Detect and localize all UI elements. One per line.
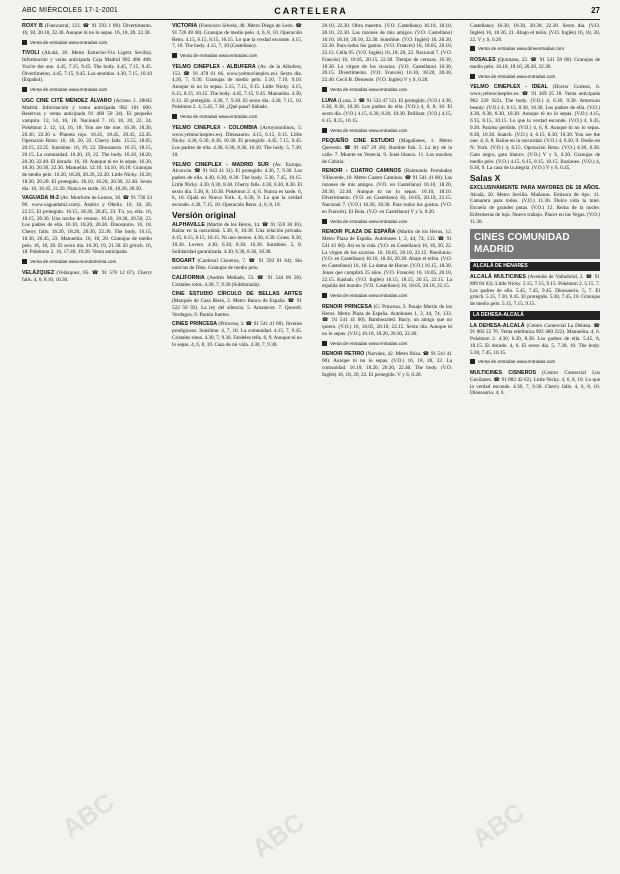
cinema-name: YELMO CINEPLEX - MADRID SUR bbox=[172, 161, 269, 168]
cinema-listing bbox=[322, 304, 452, 338]
cinema-schedule: (Av. Europa. Alcorcón. ☎ 91 643 41 31). El protegido. 4.30, 7, 9.30. Los padres de ella. 4.30, 6.30, 8.30. The body. 5.30, 7.45, 10.15. Little Nicky. 4.30, 6.30, 8.30. Cherry falls. 4.30, 6.30, 8.30. El sexto día. 5.30, 8, 10.30. Pokémon 2. 4, 6. Nunca es tarde. 6, 8, 10. Ojalá en Nueva York. 4, 6.30, 9. Lo que la verdad esconde. 4.30, 7.15, 10. Operación Reno. 4, 6, 8, 10. bbox=[172, 161, 303, 208]
ticket-sales-note bbox=[322, 87, 452, 94]
cinema-listing bbox=[172, 222, 302, 256]
cinema-listing bbox=[470, 57, 600, 71]
ticket-sales-note bbox=[22, 87, 152, 94]
cinema-name: TIVOLI bbox=[22, 50, 40, 57]
column-3 bbox=[322, 23, 452, 381]
ticket-sales-text: Venta de entradas www.entradas.com bbox=[478, 359, 556, 365]
cinema-schedule: (Magallanes, 1. Metro Quevedo. ☎ 91 447 29 20). Rumble fish. 5. La ley de la calle. 7. Muerte en Venecia. 9. Josei blanco. 11. Los muchos de Cabiria. bbox=[322, 138, 452, 165]
ticket-icon bbox=[22, 40, 27, 45]
cinema-name: RENOIR PRINCESA bbox=[322, 303, 372, 310]
ticket-sales-text: Venta de entradas www.entradas.com bbox=[180, 53, 258, 58]
cinema-listing bbox=[322, 23, 452, 84]
cinema-listing bbox=[470, 323, 600, 357]
ticket-sales-text: Venta de entradas www.mundotreinta.com bbox=[30, 259, 117, 264]
cinema-schedule: Alcalá, 20. Metro Sevilla. Mañanas. Emisora de tipo. 11. Camarera para todos. (V.O.) 11.30. Dulce vida la miel. Escuela de grandes putas. (V.O.) 12. Reina de la noche. Enfermeras de lujo. Nuevo trabajo. Placer en las Vegas. (V.O.) 11.30. bbox=[470, 191, 600, 225]
ticket-icon bbox=[322, 293, 327, 298]
cinema-listing bbox=[322, 168, 452, 215]
ticket-sales-note bbox=[22, 259, 152, 266]
cinema-schedule: (Marqués de Casa Riera, 2. Metro Banco de España. ☎ 91 522 50 92). La ley del silencio. 5. Amanecer. 7. Quorell. Verdugos. 9. Pastón fuertes. bbox=[172, 298, 302, 318]
ticket-sales-note bbox=[322, 219, 452, 226]
town-band: ALCALÁ DE HENARES bbox=[470, 262, 600, 271]
ticket-sales-note bbox=[322, 341, 452, 348]
cinema-schedule: (Avenida de Valladolid, 2. ☎ 91 889 84 63). Little Nicky. 5.15, 7.15, 9.15. Pokémon 2. 5.15, 7. Los padres de ella. 5.45, 7.45, 9.45. Dinosaurio. 5, 7. El grinch. 5.15, 7.30, 9.45. El protegido. 5.30, 7.45, 10. Granujas de medio pelo. 5.15, 7.15, 9.15. bbox=[470, 274, 600, 307]
cinema-schedule: Castellano) 16.30, 18.30, 20.30, 22.30. Sexto día. (V.O. Inglés) 16, 18.30, 21. Abajo el telón. (V.O. Inglés) 16, 18, 20, 22. V y S, 0.20. bbox=[470, 23, 600, 43]
cinema-listing bbox=[172, 291, 302, 318]
page-number: 27 bbox=[591, 6, 600, 15]
ticket-sales-text: Venta de entradas www.entradas.com bbox=[30, 39, 108, 45]
ticket-sales-note bbox=[470, 359, 600, 366]
ticket-sales-note bbox=[172, 114, 302, 121]
cinema-name: VELÁZQUEZ bbox=[22, 269, 55, 276]
cinema-name: UGC CINE CITÉ MÉNDEZ ÁLVARO bbox=[22, 97, 112, 104]
cinema-schedule: (Velázquez, 85. ☎ 91 576 12 67). Cherry falls. 4, 6, 8.10, 10.30. bbox=[22, 269, 153, 283]
ticket-sales-text: Venta de entradas www.entradas.com bbox=[330, 293, 408, 298]
ticket-icon bbox=[322, 219, 327, 224]
cinema-listing bbox=[470, 370, 600, 397]
ticket-icon bbox=[470, 74, 475, 79]
cinema-schedule: (Arroyomolinos, 5. www.yelmocineplex.es). Dinosaurio. 4.15, 6.15, 8.15. Little Nicky. 4.30, 6.30, 8.30, 10.30. El protegido. 4.45, 7.15, 9.45. Los padres de ella. 4.30, 6.30, 8.30, 10.30. The body. 5, 7.30, 10. bbox=[172, 124, 302, 158]
cinema-name: CALIFORNIA bbox=[172, 274, 205, 281]
cinema-schedule: (Centro Comercial Los Gavilanes. ☎ 91 882 42 62). Little Nicky. 4, 6, 8, 10. Lo que la verdad esconde. 4.30, 7, 9.30. Cherry falls. 4, 6, 8, 10. Dinosaurio. 4, 6. bbox=[470, 370, 600, 397]
cinema-schedule: (Acceso 2. 28045 Madrid. Información y venta anticipada 902 101 000. Reservas y venta anticipada 91 460 50 34). El pequeño vampiro. 12, 14, 16, 18. Nacional 7. 16, 18, 20, 22, 24. Pokémon 2. 12, 14, 16, 18. You are the one. 16.30, 18.30, 20.30, 22.30 s. Planeta rojo. 16.45, 18.45, 20.45, 22.45. Operación Reno. 16, 18, 20, 22. Cherry falls. 15.55, 18.05, 20.15, 22.25. Sunshine. 16, 19, 22. Dinosaurio. 16.15, 18.15, 20.15. La comunidad. 16.30, 19, 22. The body. 16.10, 18.20, 20.30, 22.40. El dorado. 16, 18. Aunque tú no lo sepas. 16.30, 18.30, 20.30, 22.30. Manuelita. 12.10, 14.10, 16.10. Granujas de medio pelo. 16.20, 18.20, 20.20, 22.20. Little Nicky. 16.20, 18.20, 20.20. El protegido. 16.10, 18.20, 20.30, 22.40. Sexto día. 16, 18.45, 21.20. Nunca es tarde. 16.10, 18.20, 20.30. bbox=[22, 97, 153, 192]
cinema-listing bbox=[172, 258, 302, 272]
cinema-schedule: (Alcalá, 20. Metro Estrecho-Vía Ligera Sevilla). Información y venta anticipada Caja Madrid 902 488 488. You're the one. 4.45, 7.15, 9.45. The body. 4.45, 7.15, 9.45. Divertimento. 4.45, 7.15, 9.45. Los sentidos. 4.30, 7.15, 10.10 (Español). bbox=[22, 50, 153, 84]
ticket-sales-note bbox=[22, 40, 152, 47]
cinema-name: CINE ESTUDIO CÍRCULO DE BELLAS ARTES bbox=[172, 291, 302, 298]
cinema-listing bbox=[22, 98, 152, 193]
ticket-icon bbox=[172, 114, 177, 119]
cinema-schedule: (Quintana, 22. ☎ 91 541 58 00). Granujas de medio pelo. 16.10, 18.10, 20.20, 22.30. bbox=[470, 57, 600, 70]
cinema-listing bbox=[322, 138, 452, 165]
ticket-sales-text: Venta de entradas www.dineentradas.com bbox=[478, 46, 565, 52]
cinema-listing bbox=[470, 84, 600, 172]
cinema-name: VAGUADA M-2 bbox=[22, 195, 59, 202]
ticket-sales-text: Venta de entradas www.entradas.com bbox=[180, 114, 258, 119]
cinema-schedule: (Av. Monforte de Lemos, 36. ☎ 91 730 33 06. www.vaguadam2.com). Astérix y Obelix. 16, 18, 20, 22.15. El protegido. 16.15, 18.30, 20.45, 23. Tú, yo, ella. 16, 18.15, 20.30. Una noche de verano. 16.10, 18.30, 20.50, 23. Los padres de ella. 16.10, 18.20, 20.30. Dinosaurio. 16, 18. Cherry falls. 16.20, 18.20, 20.30, 22.30. The body. 16.15, 18.30, 20.45, 23. Manuelita. 16, 18, 20. Granujas de medio pelo. 16, 18, 20. El sexto día. 16.30, 19, 21.30. El grinch. 16, 18. Pokémon 2. 16, 17.40, 19.20. Venta anticipada. bbox=[22, 195, 152, 256]
ticket-sales-text: Venta de entradas www.entradas.com bbox=[330, 340, 408, 346]
watermark: ABC bbox=[56, 786, 120, 844]
cinema-name: CINES PRINCESA bbox=[172, 321, 218, 328]
cinema-listing bbox=[470, 23, 600, 43]
cinema-listing bbox=[172, 162, 302, 209]
cinema-schedule: (Raimundo Fernández Villaverde, 10. Metro Cuatro Caminos. ☎ 91 541 41 00). Las razones de mis amigos. (V.O. en Castellano) 16.10, 18.20, 20.30, 22.40. Aunque tú no lo sepas. 16.10, 18.10. Divertimento. (V.O. en Castellano) 16, 18.05, 20.10, 22.15. Nacional 7. (V.O.) 16.30, 18.30. Para todos los gustos. (V.O. en Francés). El Bola. (V.O. en Castellano) V y S, 0.20. bbox=[322, 168, 452, 215]
cinema-name: RENOIR PLAZA DE ESPAÑA bbox=[322, 229, 396, 236]
ticket-icon bbox=[322, 128, 327, 133]
cinema-schedule: (Martín de los Heros, 14. ☎ 91 559 38 36). Bailar en la oscuridad. 5.30, 8, 10.30. Una relación privada. 4.15, 6.15, 8.15, 10.15. Ni uno menos. 4.30, 6.30. Grass. 8.30, 10.30. Lovers. 4.30, 6.30, 8.30, 10.30. Sunshine. 5, 8. Solidaridad garantizada. 4.30, 6.30, 8.30, 10.30. bbox=[172, 221, 303, 255]
section-title: CARTELERA bbox=[274, 6, 348, 16]
ticket-icon bbox=[470, 359, 475, 364]
column-2 bbox=[172, 23, 302, 351]
section-heading: Salas X bbox=[470, 173, 501, 183]
ticket-icon bbox=[172, 53, 177, 58]
cinema-name: ALCALÁ MULTICINES bbox=[470, 274, 526, 280]
cinema-listing bbox=[172, 321, 302, 348]
ticket-sales-text: Venta de entradas www.entradas.com bbox=[330, 86, 408, 92]
cinema-listing bbox=[22, 270, 152, 284]
cinema-schedule: (C/ Princesa, 3. Pasaje Martín de los Heros. Metro Plaza de España. Autobuses 1, 2, 44, 74, 133. ☎ 91 541 41 00). Bamboozled. Barry, un amigo que no quiero. (V.O.) 16, 18.05, 20.10, 22.15. Sexto día. Aunque tú no lo sepas. (V.O.) 16.10, 18.20, 20.30, 22.40. bbox=[322, 303, 452, 337]
ticket-sales-text: Venta de entradas www.entradas.com bbox=[330, 127, 408, 133]
ticket-icon bbox=[22, 87, 27, 92]
cinema-schedule: 20.10, 22.30. Obra maestra. (V.O. Castellano) 16.10, 18.10, 20.10, 22.30. Las razones de mis amigos. (V.O. Castellano) 16.10, 18.10, 20.10, 22.30. Sunshine. (V.O. Inglés) 18, 20.30, 22.30. Para todos los gustos. (V.O. Francés) 16, 18.05, 20.10, 22.15. Cella 95. (V.O. Inglés) 16, 18, 20, 22. Nacional 7. (V.O. Francés) 16, 18.05, 20.15, 22.30. Tiempo de cerezas. 16.30, 18.30. La virgen de los sicarios. (V.O. Castellano) 16.30, 20.15. Divertimento. (V.O. Francés) 16.10, 18.20, 20.30, 22.40. Cecil B. Demente. (V.O. Inglés) V y S, 0.20. bbox=[322, 23, 452, 83]
cinema-listing bbox=[22, 50, 152, 84]
cinema-name: ROSALES bbox=[470, 57, 496, 63]
watermark: ABC bbox=[246, 806, 310, 864]
cinema-listing bbox=[22, 195, 152, 256]
cinema-schedule: (Luna, 2. ☎ 91 522 47 52). El protegido. (V.O.) 4.30, 6.30, 8.30, 10.30. Los padres de ella. (V.O.) 4, 6, 8, 10. El sexto día. (V.O.) 4.15, 6.20, 8.20, 10.30. Brilliant. (V.O.) 4.15, 6.15, 8.15, 10.15. bbox=[322, 97, 453, 124]
cinema-listing bbox=[172, 23, 302, 50]
cinema-name: ROXY B bbox=[22, 23, 43, 29]
cinema-name: YELMO CINEPLEX - IDEAL bbox=[470, 84, 548, 91]
section-heading: Versión original bbox=[172, 209, 236, 220]
cinema-listing bbox=[470, 274, 600, 308]
cinema-name: LUNA bbox=[322, 97, 337, 104]
ticket-sales-note bbox=[470, 74, 600, 81]
cinema-name: ALPHAVILLE bbox=[172, 221, 205, 228]
cinema-schedule: (Princesa, 3. ☎ 91 541 41 00). Jóvenes prodigiosos. Sunshine. 4, 7, 10. La comunidad. 4.15, 7, 9.45. Cristales rotos. 4.30, 7, 9.30. Fardeles tells. 6, 9. Aunque tú no lo sepas. 4, 6, 8, 10. Casa de mi vida. 4.30, 7, 9.30. bbox=[172, 321, 302, 348]
watermark: ABC bbox=[466, 796, 530, 854]
header-date: ABC MIÉRCOLES 17-1-2001 bbox=[22, 7, 119, 14]
cinema-listing bbox=[322, 229, 452, 290]
cinema-schedule: (Andrés Mellado, 53. ☎ 91 544 00 58). Cristales rotos. 4.30, 7, 9.30 (Subtitulada). bbox=[172, 274, 303, 288]
ticket-sales-note bbox=[172, 53, 302, 60]
ticket-icon bbox=[322, 87, 327, 92]
ticket-sales-note bbox=[470, 46, 600, 53]
cinema-name: RENOIR RETIRO bbox=[322, 351, 365, 358]
page-header bbox=[22, 7, 600, 20]
cinema-schedule: (Av. de la Albufera, 153. ☎ 91 478 61 66. www.yelmocineplex.es). Sexto día. 4.30, 7, 9.30. Granujas de medio pelo. 5.10, 7.10, 9.10. Aunque tú no lo sepas. 5.15, 7.15, 9.15. Little Nicky. 4.15, 6.15, 8.15, 10.15. The body. 4.45, 7.15, 9.45. Manuelita. 4.30, 6.15. El protegido. 4.30, 7, 9.30. El sexto día. 4.30, 7.15, 10. Pokémon 2. 4, 5.45, 7.30. ¿Qué pasa? Sábado. bbox=[172, 63, 303, 111]
cinema-listing bbox=[470, 185, 600, 226]
cinema-listing bbox=[22, 23, 152, 37]
cinema-name: YELMO CINEPLEX - COLOMBIA bbox=[172, 124, 258, 131]
ticket-sales-note bbox=[322, 293, 452, 300]
cinema-listing bbox=[322, 351, 452, 378]
cinema-name: EXCLUSIVAMENTE PARA MAYORES DE 18 AÑOS. bbox=[470, 184, 600, 191]
ticket-sales-text: Venta de entradas www.entradas.com bbox=[330, 218, 408, 224]
cinema-schedule: (Narváez, 42. Metro Ibiza. ☎ 91 541 41 00). Aunque tú no lo sepas. (V.O.) 16, 18, 20, 22. La comunidad. 16.10, 18.20, 20.30, 22.40. The body. (V.O. Inglés) 16, 18, 20, 22. El protegido. V y S, 0.20. bbox=[322, 351, 452, 378]
cinema-schedule: (Doctor Cortezo, 6. www.yelmocineplex.es. ☎ 91 369 25 18. Venta anticipada 902 220 922). The body. (V.O.) 4, 6.30, 9.30. American beauty. (V.O.) 4, 6.15, 8.30, 10.30. Los padres de ella. (V.O.) 4.30, 6.30, 8.30, 10.30. Aunque tú no lo sepas. (V.O.) 4.15, 6.15, 8.15, 10.15. Lo que la verdad esconde. (V.O.) 4, 6.45, 9.30. Paraíso perdido. (V.O.) 4, 6, 8. Aunque tú no lo sepas. 8.30, 10.30. Snatch. (V.O.) 4, 6.15, 8.30, 10.30. You are the one. 4, 6, 8. Bailar en la oscuridad. (V.O.) 4, 6.30, 9. Otoño en N. York. (V.O.) 4, 6.15. Operación Reno. (V.O.) 4.30, 6.30. Gato negro, gato blanco. (V.O.) V y S, 0.30. Granujas de medio pelo. (V.O.) 4.15, 6.15, 8.15, 10.15. Ilusiones. (V.O.) 4, 6.30, 9. La casa de la alegría. (V.O.) V y S, 0.45. bbox=[470, 84, 600, 172]
cinema-name: MULTICINES CISNEROS bbox=[470, 370, 537, 376]
town-band: LA DEHESA-ALCALÁ bbox=[470, 311, 600, 320]
ticket-icon bbox=[22, 259, 27, 264]
cinema-listing bbox=[172, 64, 302, 111]
cinema-schedule: (Fuencarral, 123. ☎ 91 593 1 00). Divertimento. 16, 18, 20.10, 22.30. Aunque tú no lo sepas. 16, 18, 20, 22.30. bbox=[22, 23, 152, 36]
cinema-name: PEQUEÑO CINE ESTUDIO bbox=[322, 138, 395, 145]
column-4 bbox=[470, 23, 600, 400]
region-box-title: CINES COMUNIDAD MADRID bbox=[470, 229, 600, 259]
cinema-schedule: (Martín de los Heros, 12. Metro Plaza de España. Autobuses 1, 2, 44, 74, 133. ☎ 91 541 41 00). Así es la vida. (V.O. en Castellano) 16, 18, 20, 22. La virgen de los sicarios. 16, 18.05, 20.10, 22.15. Plenilunio. (V.O. en Castellano) 16.10, 18.20, 20.30. Abajo el telón. (V.O. en Castellano) 16, 18. La dama de Honor. (V.O.) 16.15, 18.30. Jonas que cumplirá 25 años. (V.O. Francés) 16, 18.05, 20.10, 22.15. Kasbah. (V.O. Inglés) 16.15, 18.15, 20.15, 22.15. La espalda del mundo. (V.O. Castellano) 16, 18.05, 20.10, 22.15. bbox=[322, 229, 453, 290]
cinema-name: YELMO CINEPLEX - ALBUFERA bbox=[172, 63, 256, 70]
cinema-name: BOGART bbox=[172, 258, 195, 265]
ticket-sales-text: Venta de entradas www.entradas.com bbox=[30, 87, 108, 92]
cinema-listing bbox=[172, 275, 302, 289]
ticket-icon bbox=[470, 46, 475, 51]
cinema-listing bbox=[322, 98, 452, 125]
cinema-schedule: (Centro Comercial La Dehesa. ☎ 91 883 22 76. Venta telefónica 902 400 222). Manuelita. 4, 6. Pokémon 2. 4.30, 6.30, 8.30. Los padres de ella. 5.45, 8, 10.15. El dorado. 4, 6. El sexto día. 5, 7.30, 10. The body. 5.30, 7.45, 10.15. bbox=[470, 322, 601, 356]
cinema-name: LA DEHESA-ALCALÁ bbox=[470, 322, 525, 329]
cinema-name: RENOIR - CUATRO CAMINOS bbox=[322, 168, 402, 175]
cinema-schedule: (Francisco Silvela, 48. Metro Diego de León. ☎ 91 726 48 40). Granujas de medio pelo. 4, 6, 8, 10. Operación Reno. 4.15, 6.15, 8.15, 10.15. Lo que la verdad esconde. 4.15, 7, 10. The body. 4.15, 7, 10 (Castellano). bbox=[172, 23, 302, 50]
cinema-name: VICTORIA bbox=[172, 23, 198, 29]
cinema-schedule: (Cardenal Cisneros, 7. ☎ 91 593 01 64). Sin noticias de Dios. Granujas de medio pelo. bbox=[172, 258, 303, 271]
ticket-icon bbox=[322, 341, 327, 346]
ticket-sales-text: Venta de entradas www.entradas.com bbox=[478, 73, 556, 79]
ticket-sales-note bbox=[322, 128, 452, 135]
cinema-listing bbox=[172, 125, 302, 159]
column-1 bbox=[22, 23, 152, 286]
